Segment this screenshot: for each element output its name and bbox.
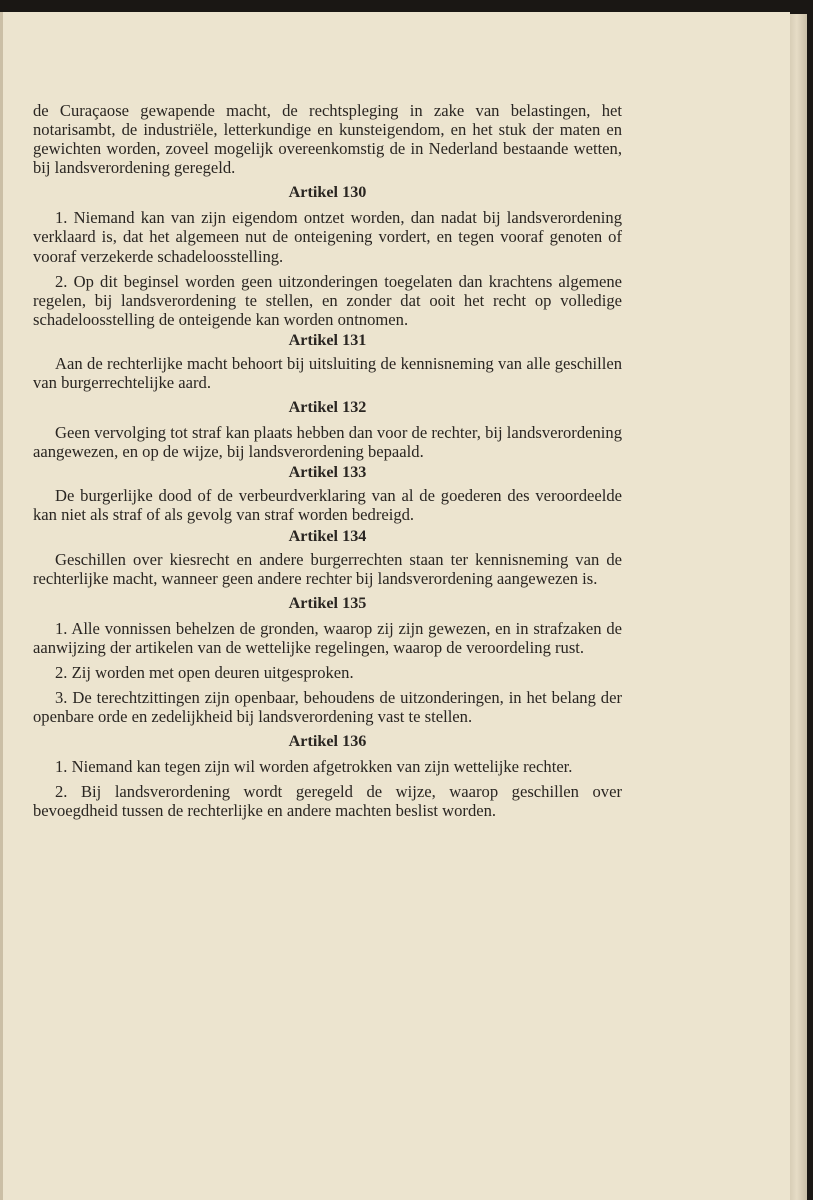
article-136-paragraph-2: 2. Bij landsverordening wordt geregeld de wijze, waarop geschillen over bevoegdheid tussen de rechterlijke en andere machten beslist worden. <box>33 782 622 821</box>
page-text <box>33 101 622 820</box>
intro-paragraph: de Curaçaose gewapende macht, de rechtspleging in zake van belastingen, het notarisambt, de industriële, letterkundige en kunsteigendom, en het stuk der maten en gewichten worden, zoveel mogelijk overeenkomstig de in Nederland bestaande wetten, bij landsverordening geregeld. <box>33 101 622 178</box>
article-135-paragraph-2: 2. Zij worden met open deuren uitgesproken. <box>55 662 354 682</box>
article-134-heading: Artikel 134 <box>288 526 367 545</box>
article-136-paragraph-1: 1. Niemand kan tegen zijn wil worden afgetrokken van zijn wettelijke rechter. <box>55 757 573 777</box>
article-131-paragraph: Aan de rechterlijke macht behoort bij uitsluiting de kennisneming van alle geschillen van burgerrechtelijke aard. <box>33 353 622 393</box>
article-132-heading: Artikel 132 <box>288 398 367 417</box>
article-134-paragraph: Geschillen over kiesrecht en andere burgerrechten staan ter kennisneming van de rechterlijke macht, wanneer geen andere rechter bij landsverordening aangewezen is. <box>33 549 622 588</box>
article-135-heading: Artikel 135 <box>288 593 367 612</box>
article-136-heading: Artikel 136 <box>288 732 367 751</box>
article-131-heading: Artikel 131 <box>288 330 367 349</box>
page-stack-edge <box>790 14 807 1200</box>
page-left-edge <box>0 12 3 1200</box>
article-130-paragraph-2: 2. Op dit beginsel worden geen uitzonderingen toegelaten dan krachtens algemene regelen, bij landsverordening te stellen, en zonder dat ooit het recht op volledige schadeloosstelling de onteigende kan worden ontnomen. <box>33 271 622 329</box>
article-135-paragraph-3: 3. De terechtzittingen zijn openbaar, behoudens de uitzonderingen, in het belang der openbare orde en zedelijkheid bij landsverordening vast te stellen. <box>33 687 622 727</box>
article-133-heading: Artikel 133 <box>288 463 367 482</box>
article-132-paragraph: Geen vervolging tot straf kan plaats hebben dan voor de rechter, bij landsverordening aangewezen, en op de wijze, bij landsverordening bepaald. <box>33 423 622 462</box>
article-133-paragraph: De burgerlijke dood of de verbeurdverklaring van al de goederen des veroordeelde kan niet als straf of als gevolg van straf worden bedreigd. <box>33 486 622 525</box>
article-130-paragraph-1: 1. Niemand kan van zijn eigendom ontzet worden, dan nadat bij landsverordening verklaard is, dat het algemeen nut de onteigening vordert, en tegen vooraf genoten of vooraf verzekerde schadeloosstelling. <box>33 208 622 266</box>
article-130-heading: Artikel 130 <box>288 183 367 202</box>
article-135-paragraph-1: 1. Alle vonnissen behelzen de gronden, waarop zij zijn gewezen, en in strafzaken de aanwijzing der artikelen van de wettelijke regelingen, waarop de veroordeling rust. <box>33 618 622 657</box>
